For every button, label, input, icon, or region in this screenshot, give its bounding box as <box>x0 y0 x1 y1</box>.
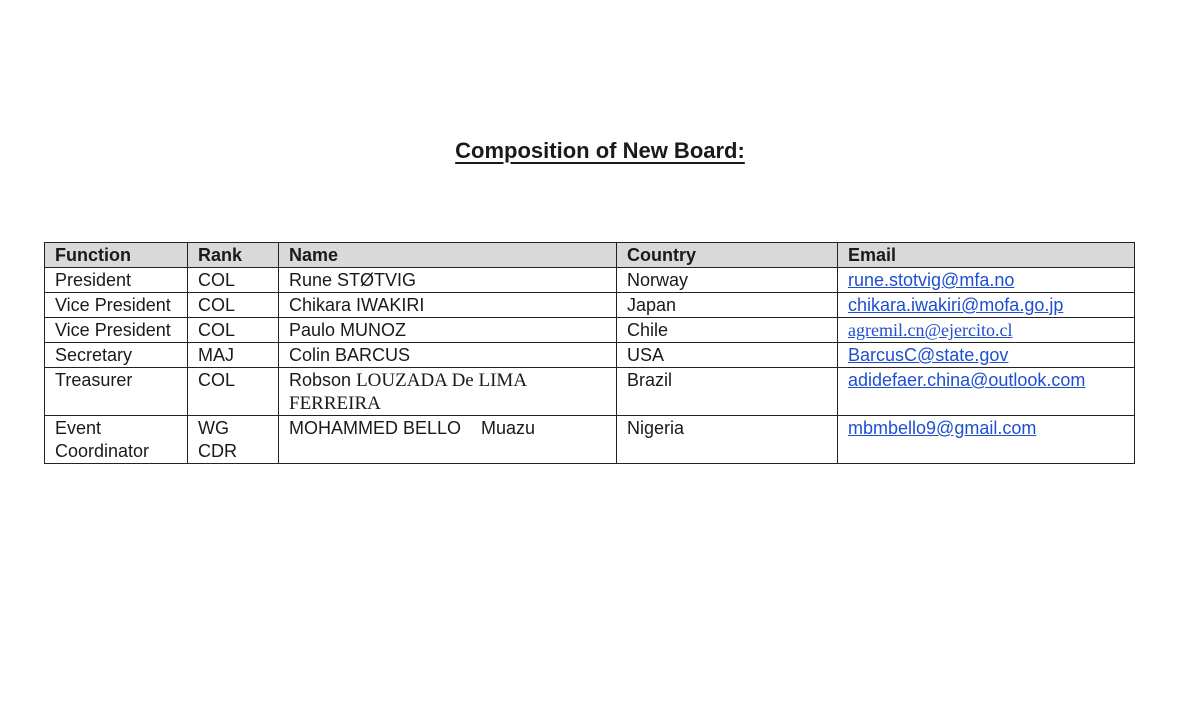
email-cell <box>838 293 1135 318</box>
country-cell: Japan <box>617 293 838 318</box>
rank-cell: COL <box>188 318 279 343</box>
email-link[interactable]: mbmbello9@gmail.com <box>848 418 1037 438</box>
email-cell <box>838 268 1135 293</box>
header-name: Name <box>279 243 617 268</box>
function-cell: Event Coordinator <box>45 416 188 464</box>
name-cell: Paulo MUNOZ <box>279 318 617 343</box>
board-table <box>44 242 1135 464</box>
header-email: Email <box>838 243 1135 268</box>
country-cell: Chile <box>617 318 838 343</box>
table-row <box>45 268 1135 293</box>
function-cell: Treasurer <box>45 368 188 416</box>
name-cell: Chikara IWAKIRI <box>279 293 617 318</box>
table-row <box>45 416 1135 464</box>
country-cell: USA <box>617 343 838 368</box>
function-cell: Secretary <box>45 343 188 368</box>
email-cell <box>838 343 1135 368</box>
table-row <box>45 293 1135 318</box>
name-rest: LOUZADA De LIMA FERREIRA <box>289 370 526 414</box>
table-header-row <box>45 243 1135 268</box>
rank-cell: COL <box>188 268 279 293</box>
table-row <box>45 318 1135 343</box>
email-link[interactable]: chikara.iwakiri@mofa.go.jp <box>848 295 1064 315</box>
header-function: Function <box>45 243 188 268</box>
email-link[interactable]: BarcusC@state.gov <box>848 345 1009 365</box>
country-cell: Nigeria <box>617 416 838 464</box>
email-link[interactable]: adidefaer.china@outlook.com <box>848 370 1086 390</box>
name-main: MOHAMMED BELLO <box>289 418 462 438</box>
table-row <box>45 343 1135 368</box>
function-cell: President <box>45 268 188 293</box>
document-title-text: Composition of New Board: <box>455 138 745 163</box>
table-row <box>45 368 1135 416</box>
function-cell: Vice President <box>45 318 188 343</box>
country-cell: Brazil <box>617 368 838 416</box>
name-cell <box>279 368 617 416</box>
header-country: Country <box>617 243 838 268</box>
rank-cell: WG CDR <box>188 416 279 464</box>
name-cell <box>279 416 617 464</box>
rank-cell: MAJ <box>188 343 279 368</box>
email-link[interactable]: rune.stotvig@mfa.no <box>848 270 1015 290</box>
document-title <box>0 137 1200 165</box>
header-rank: Rank <box>188 243 279 268</box>
email-link[interactable]: agremil.cn@ejercito.cl <box>848 320 1013 340</box>
rank-cell: COL <box>188 293 279 318</box>
name-cell: Rune STØTVIG <box>279 268 617 293</box>
country-cell: Norway <box>617 268 838 293</box>
rank-cell: COL <box>188 368 279 416</box>
name-cell: Colin BARCUS <box>279 343 617 368</box>
email-cell <box>838 318 1135 343</box>
email-cell <box>838 416 1135 464</box>
function-cell: Vice President <box>45 293 188 318</box>
email-cell <box>838 368 1135 416</box>
name-extra: Muazu <box>481 418 536 438</box>
name-first: Robson <box>289 370 352 390</box>
